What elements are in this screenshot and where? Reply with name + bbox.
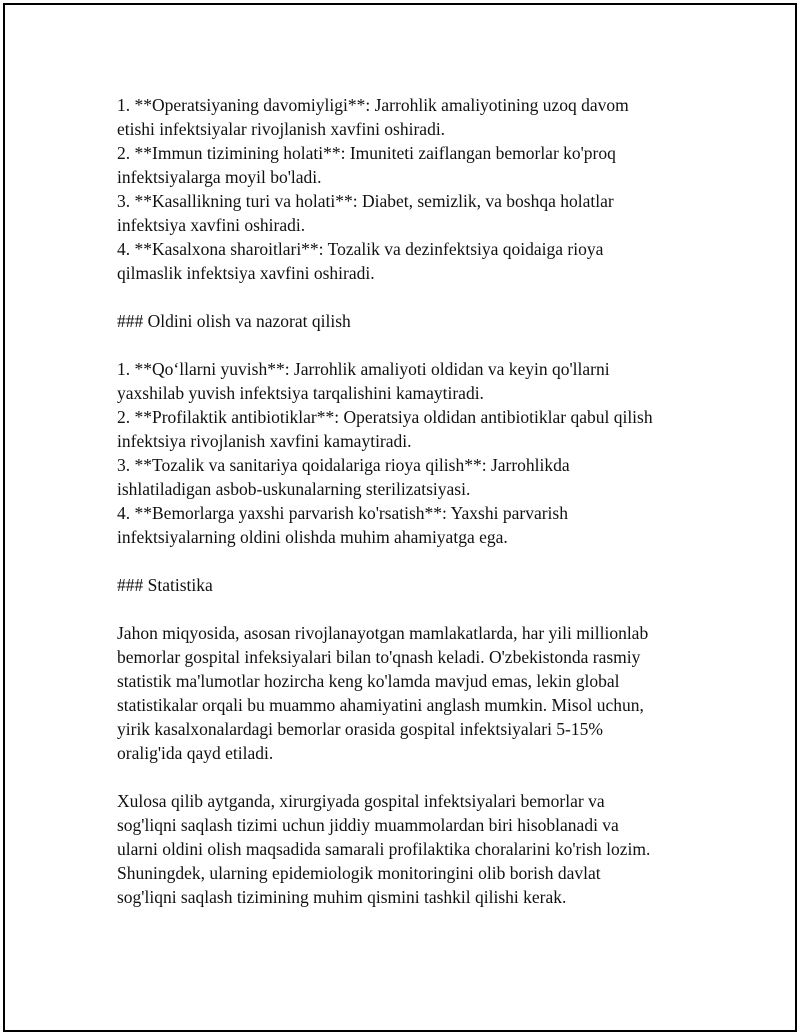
conclusion-paragraph xyxy=(117,789,697,909)
paragraph-line: sog'liqni saqlash tizimi uchun jiddiy muammolardan biri hisoblanadi va xyxy=(117,815,619,835)
paragraph-line: bemorlar gospital infeksiyalari bilan to'qnash keladi. O'zbekistonda rasmiy xyxy=(117,647,641,667)
list-item xyxy=(117,453,697,501)
paragraph-line: Jahon miqyosida, asosan rivojlanayotgan mamlakatlarda, har yili millionlab xyxy=(117,623,649,643)
list-item xyxy=(117,405,697,453)
list-item-line: ishlatiladigan asbob-uskunalarning sterilizatsiyasi. xyxy=(117,479,471,499)
list-item-line: etishi infektsiyalar rivojlanish xavfini oshiradi. xyxy=(117,119,446,139)
list-item-line: 3. **Tozalik va sanitariya qoidalariga rioya qilish**: Jarrohlikda xyxy=(117,455,570,475)
list-item-line: 2. **Immun tizimining holati**: Imuniteti zaiflangan bemorlar ko'proq xyxy=(117,143,616,163)
spacer xyxy=(117,333,697,357)
list-item-line: 3. **Kasallikning turi va holati**: Diabet, semizlik, va boshqa holatlar xyxy=(117,191,614,211)
spacer xyxy=(117,549,697,573)
document-body xyxy=(117,93,697,909)
list-item xyxy=(117,93,697,141)
statistics-paragraph xyxy=(117,621,697,765)
list-item xyxy=(117,501,697,549)
list-item-line: infektsiyalarning oldini olishda muhim ahamiyatga ega. xyxy=(117,527,508,547)
paragraph-line: sog'liqni saqlash tizimining muhim qismini tashkil qilishi kerak. xyxy=(117,887,567,907)
list-item-line: infektsiya xavfini oshiradi. xyxy=(117,215,306,235)
paragraph-line: yirik kasalxonalardagi bemorlar orasida gospital infektsiyalari 5-15% xyxy=(117,719,603,739)
list-item-line: infektsiya rivojlanish xavfini kamaytiradi. xyxy=(117,431,412,451)
paragraph-line: statistik ma'lumotlar hozircha keng ko'lamda mavjud emas, lekin global xyxy=(117,671,620,691)
section-heading xyxy=(117,573,697,597)
paragraph-line: statistikalar orqali bu muammo ahamiyatini anglash mumkin. Misol uchun, xyxy=(117,695,644,715)
section-heading xyxy=(117,309,697,333)
paragraph-line: oralig'ida qayd etiladi. xyxy=(117,743,274,763)
list-item-line: infektsiyalarga moyil bo'ladi. xyxy=(117,167,322,187)
spacer xyxy=(117,597,697,621)
spacer xyxy=(117,285,697,309)
list-item-line: 1. **Operatsiyaning davomiyligi**: Jarrohlik amaliyotining uzoq davom xyxy=(117,95,629,115)
list-item-line: qilmaslik infektsiya xavfini oshiradi. xyxy=(117,263,375,283)
list-item xyxy=(117,141,697,189)
paragraph-line: Xulosa qilib aytganda, xirurgiyada gospital infektsiyalari bemorlar va xyxy=(117,791,605,811)
list-item-line: 2. **Profilaktik antibiotiklar**: Operatsiya oldidan antibiotiklar qabul qilish xyxy=(117,407,653,427)
list-item xyxy=(117,357,697,405)
list-item xyxy=(117,237,697,285)
list-item-line: 4. **Kasalxona sharoitlari**: Tozalik va dezinfektsiya qoidaiga rioya xyxy=(117,239,604,259)
paragraph-line: Shuningdek, ularning epidemiologik monitoringini olib borish davlat xyxy=(117,863,601,883)
paragraph-line: ularni oldini olish maqsadida samarali profilaktika choralarini ko'rish lozim. xyxy=(117,839,651,859)
heading-statistics: ### Statistika xyxy=(117,575,213,595)
list-item xyxy=(117,189,697,237)
spacer xyxy=(117,765,697,789)
list-item-line: 4. **Bemorlarga yaxshi parvarish ko'rsatish**: Yaxshi parvarish xyxy=(117,503,568,523)
list-item-line: 1. **Qo‘llarni yuvish**: Jarrohlik amaliyoti oldidan va keyin qo'llarni xyxy=(117,359,610,379)
heading-prevention: ### Oldini olish va nazorat qilish xyxy=(117,311,351,331)
list-item-line: yaxshilab yuvish infektsiya tarqalishini kamaytiradi. xyxy=(117,383,484,403)
